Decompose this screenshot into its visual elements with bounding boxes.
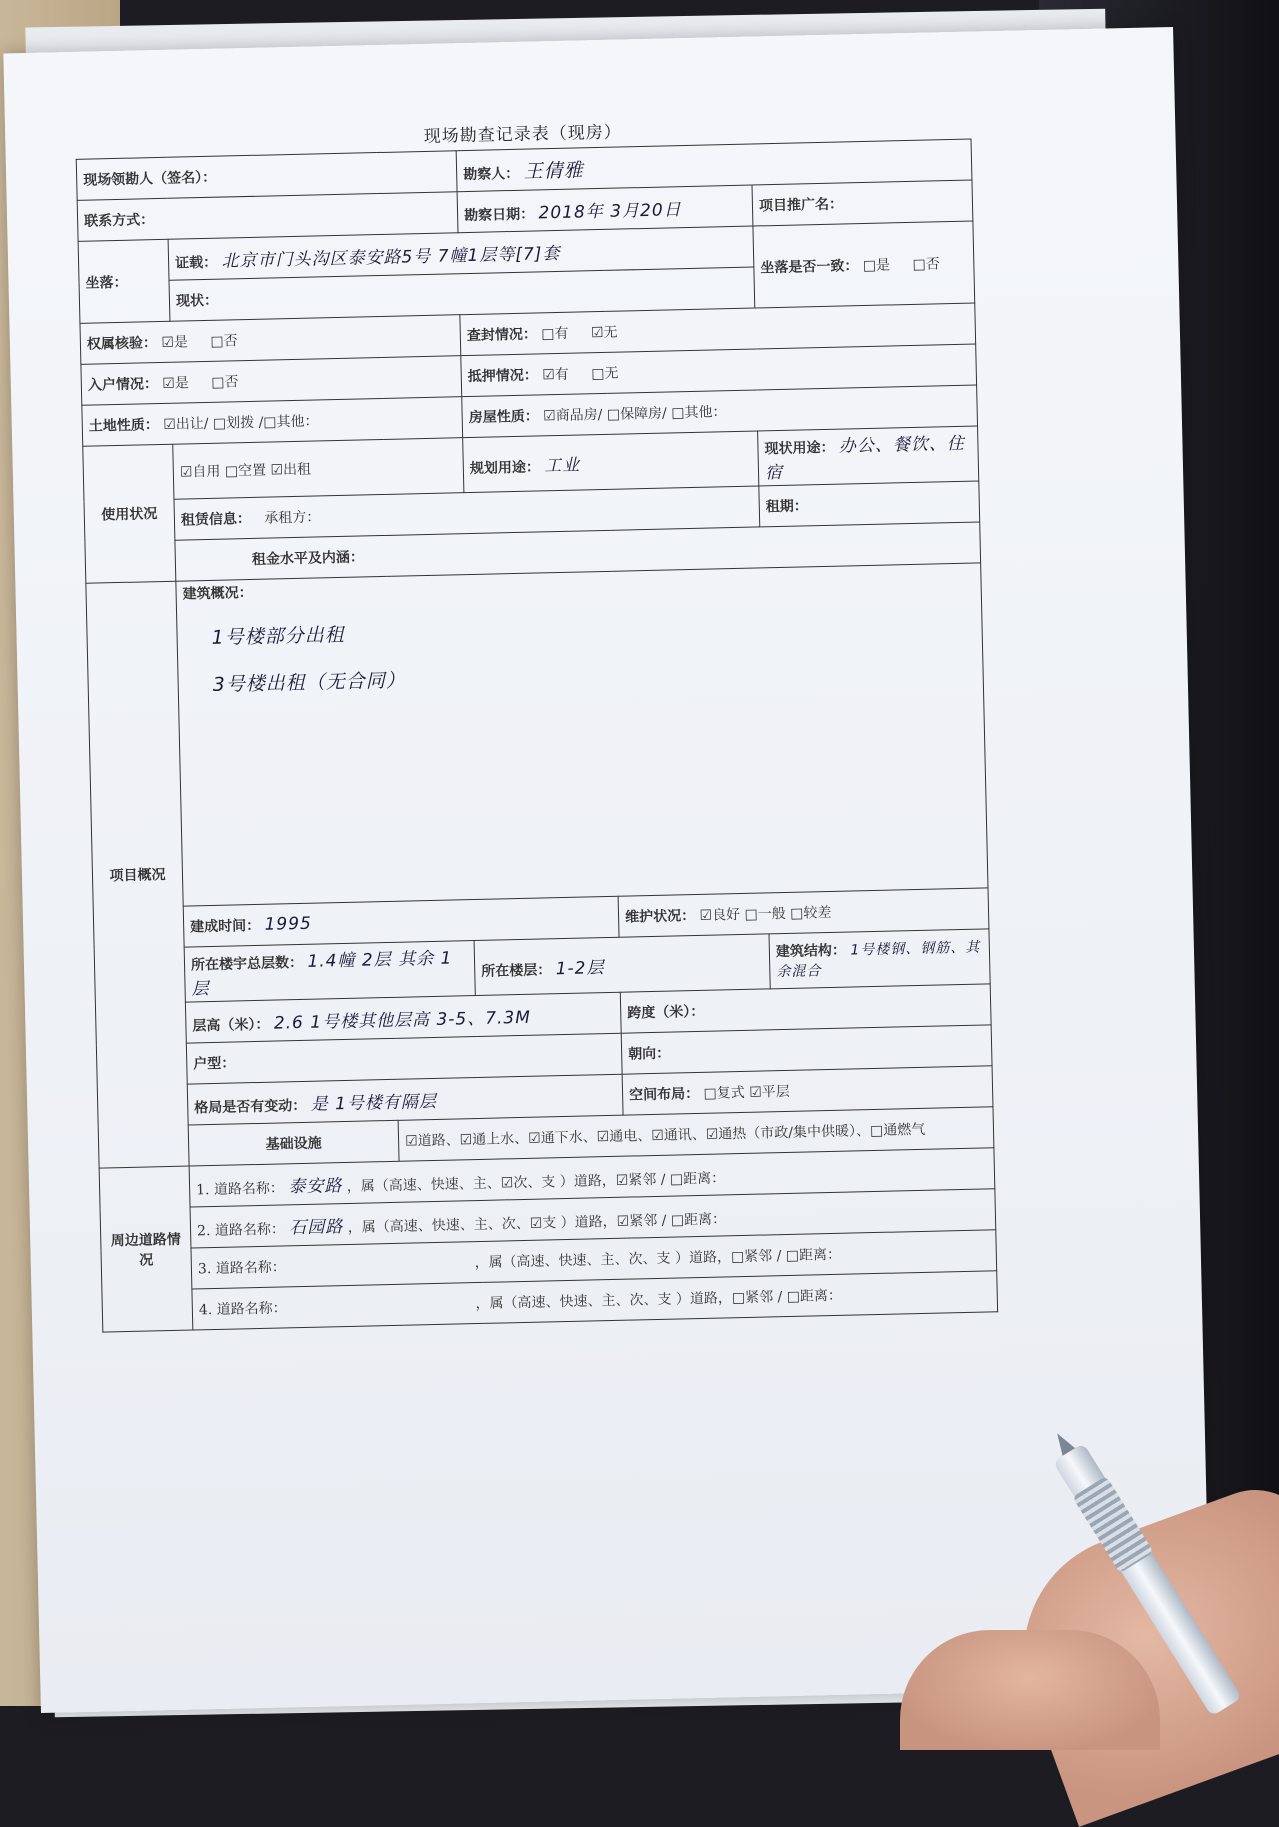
floors-cell bbox=[184, 941, 475, 1003]
match-no: □否 bbox=[912, 255, 940, 273]
land-label: 土地性质： bbox=[88, 417, 159, 435]
match-yes: □是 bbox=[862, 256, 891, 274]
entry-no: □否 bbox=[211, 374, 239, 391]
promo-label: 项目推广名： bbox=[758, 196, 844, 215]
roads-label: 周边道路情况 bbox=[99, 1166, 193, 1332]
mortgage-have: ☑有 bbox=[542, 366, 569, 384]
form-table bbox=[76, 139, 998, 1333]
inspector-label: 勘察人： bbox=[463, 165, 520, 183]
contact-label: 联系方式： bbox=[83, 212, 155, 230]
road-1-prefix: 1. 道路名称： bbox=[195, 1179, 285, 1198]
orient-label: 朝向： bbox=[628, 1045, 671, 1063]
promo-cell bbox=[752, 180, 973, 226]
road-1-name: 泰安路 bbox=[288, 1175, 343, 1197]
road-1-desc: ，属（高速、快速、主、☑次、支 ）道路，☑紧邻 / □距离： bbox=[346, 1169, 726, 1195]
floor-label: 所在楼层： bbox=[481, 961, 552, 980]
structure-label: 建筑结构： bbox=[775, 942, 847, 961]
road-4-name bbox=[291, 1308, 471, 1312]
entry-label: 入户情况： bbox=[87, 376, 159, 394]
term-label: 租期： bbox=[765, 498, 809, 516]
tenant-label: 承租方： bbox=[264, 509, 321, 527]
infra-label: 基础设施 bbox=[188, 1120, 399, 1166]
height-value: 2.6 1号楼其他层高 3-5、7.3M bbox=[273, 1007, 532, 1034]
location-match-cell bbox=[753, 221, 975, 308]
type-label: 户型： bbox=[193, 1055, 236, 1073]
mortgage-none: □无 bbox=[591, 365, 619, 383]
overview-label: 建筑概况： bbox=[182, 584, 253, 603]
ownership-yes: ☑是 bbox=[161, 334, 189, 351]
seal-have: □有 bbox=[541, 325, 569, 343]
form-title: 现场勘查记录表（现房） bbox=[423, 122, 622, 147]
plan-cell bbox=[463, 431, 759, 493]
plan-label: 规划用途： bbox=[469, 458, 541, 477]
date-label: 勘察日期： bbox=[463, 205, 535, 224]
floor-value: 1-2层 bbox=[555, 957, 605, 979]
date-cell bbox=[457, 185, 753, 233]
space-label: 空间布局： bbox=[628, 1085, 700, 1104]
built-value: 1995 bbox=[264, 913, 313, 935]
overview-note-1: 1号楼部分出租 bbox=[211, 623, 345, 649]
inspector-signature: 王倩雅 bbox=[523, 158, 584, 183]
space-options: □复式 ☑平层 bbox=[703, 1083, 790, 1102]
leader-label: 现场领勘人（签名）： bbox=[83, 169, 217, 189]
floor-cell bbox=[474, 934, 770, 996]
road-2-desc: ，属（高速、快速、主、次、☑支 ）道路，☑紧邻 / □距离： bbox=[347, 1210, 727, 1236]
floors-label: 所在楼宇总层数： bbox=[190, 954, 304, 974]
ownership-no: □否 bbox=[210, 333, 238, 350]
layout-change-label: 格局是否有变动： bbox=[194, 1097, 307, 1116]
current-use-cell bbox=[758, 426, 979, 486]
seal-none: ☑无 bbox=[590, 324, 618, 342]
road-3-name bbox=[290, 1267, 470, 1271]
rent-label: 租金水平及内涵： bbox=[251, 549, 365, 568]
form-paper bbox=[3, 27, 1210, 1713]
maint-label: 维护状况： bbox=[624, 908, 696, 926]
floors-value: 1.4幢 2层 其余 1层 bbox=[191, 948, 453, 1000]
seal-label: 查封情况： bbox=[466, 326, 538, 345]
usage-options: ☑自用 □空置 ☑出租 bbox=[173, 438, 464, 500]
layout-change-value: 是 1号楼有隔层 bbox=[310, 1091, 438, 1115]
infra-options: ☑道路、☑通上水、☑通下水、☑通电、☑通讯、☑通热（市政/集中供暖）、□通燃气 bbox=[398, 1107, 994, 1161]
project-label: 项目概况 bbox=[86, 581, 189, 1168]
lease-label: 租赁信息： bbox=[180, 510, 252, 529]
land-options: ☑出让/ □划拨 /□其他： bbox=[163, 413, 319, 433]
structure-value: 1号楼钢、钢筋、其余混合 bbox=[776, 939, 981, 981]
overview-cell bbox=[176, 563, 988, 906]
hand-lower-image bbox=[900, 1630, 1160, 1750]
status-label: 现状： bbox=[175, 292, 219, 310]
location-label: 坐落： bbox=[78, 239, 170, 323]
ownership-label: 权属核验： bbox=[86, 335, 158, 353]
house-options: ☑商品房/ □保障房/ □其他： bbox=[542, 404, 727, 425]
height-label: 层高（米）： bbox=[192, 1016, 270, 1034]
road-2-name: 石园路 bbox=[289, 1216, 344, 1238]
cert-label: 证载： bbox=[174, 254, 218, 272]
overview-note-2: 3号楼出租（无合同） bbox=[212, 669, 406, 696]
structure-cell bbox=[769, 929, 990, 989]
house-label: 房屋性质： bbox=[468, 408, 539, 427]
date-value: 2018年 3月20日 bbox=[538, 199, 682, 223]
maint-options: ☑良好 □一般 □较差 bbox=[699, 904, 832, 924]
row-overview bbox=[86, 563, 988, 908]
current-use-value: 办公、餐饮、住宿 bbox=[764, 433, 966, 484]
current-use-label: 现状用途： bbox=[764, 439, 835, 458]
usage-label: 使用状况 bbox=[83, 444, 176, 583]
plan-value: 工业 bbox=[544, 455, 581, 476]
mortgage-label: 抵押情况： bbox=[467, 367, 538, 386]
entry-yes: ☑是 bbox=[162, 375, 190, 392]
term-cell bbox=[759, 481, 980, 527]
road-4-prefix: 4. 道路名称： bbox=[198, 1300, 287, 1319]
match-label: 坐落是否一致： bbox=[760, 257, 859, 276]
cert-value: 北京市门头沟区泰安路5号 7幢1层等[7]套 bbox=[221, 243, 561, 272]
span-label: 跨度（米）： bbox=[627, 1003, 705, 1022]
form-sheet bbox=[75, 104, 997, 1333]
road-3-prefix: 3. 道路名称： bbox=[197, 1259, 286, 1278]
road-4-desc: ，属（高速、快速、主、次、支 ）道路，□紧邻 / □距离： bbox=[475, 1287, 843, 1313]
road-2-prefix: 2. 道路名称： bbox=[196, 1220, 286, 1239]
road-3-desc: ，属（高速、快速、主、次、支 ）道路，□紧邻 / □距离： bbox=[474, 1246, 842, 1272]
built-label: 建成时间： bbox=[190, 917, 261, 936]
